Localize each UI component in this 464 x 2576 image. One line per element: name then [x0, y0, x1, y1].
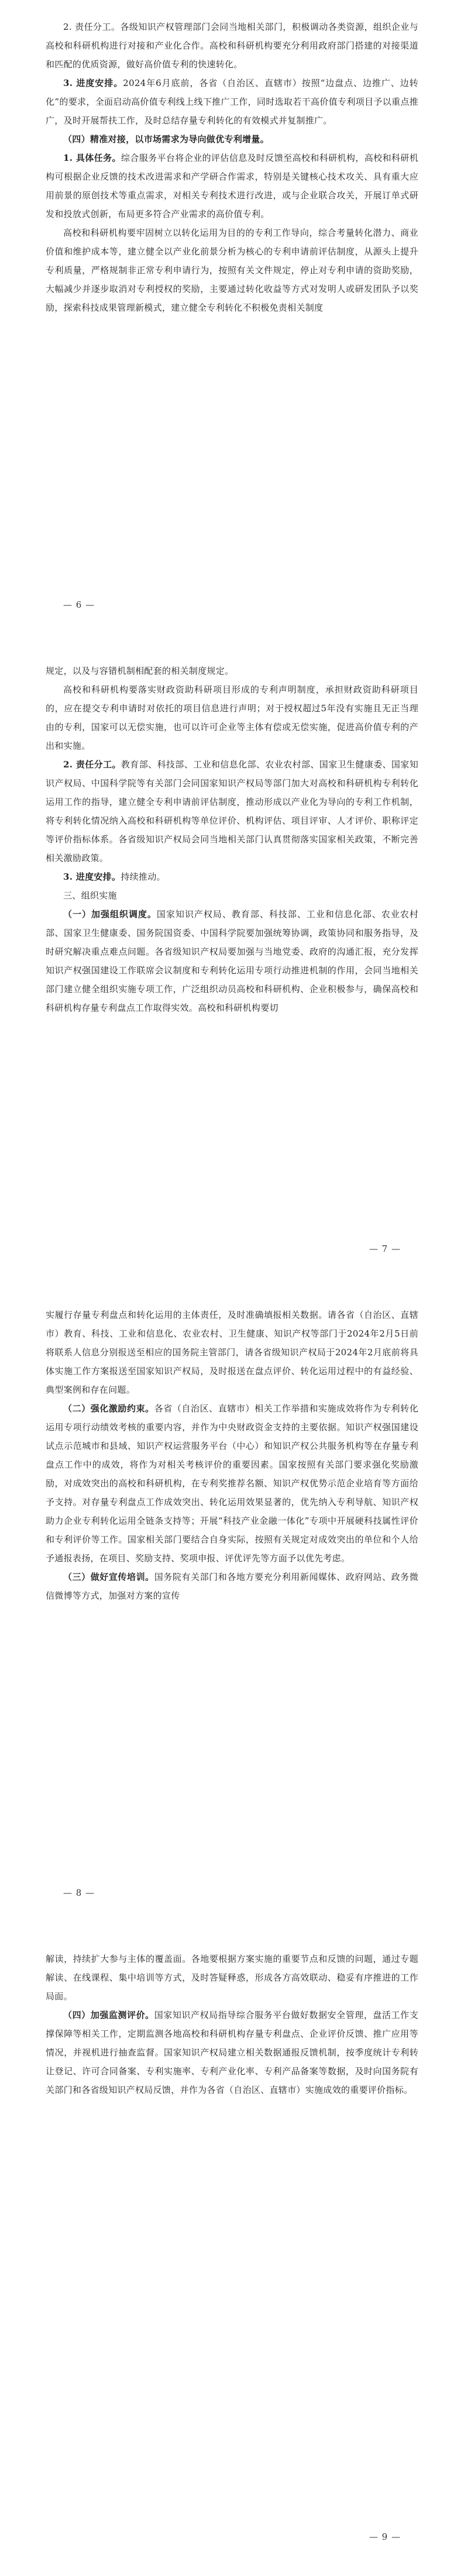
paragraph-text: 规定，以及与容错机制相配套的相关制度规定。: [46, 666, 234, 676]
paragraph-text: 各省（自治区、直辖市）相关工作举措和实施成效将作为专利转化运用专项行动绩效考核的重要内容，并作为中央财政资金支持的主要依据。知识产权强国建设试点示范城市和县域、知识产权运营服务平台（中心）和知识产权公共服务机构等在存量专利盘点工作中的成效，将作为对相关考核评价的重要因素。国家按照有关部门要求强化奖励激励，对成效突出的高校和科研机构，在专利奖推荐名额、知识产权优势示范企业培育等方面给予支持。对存量专利盘点工作成效突出、转化运用效果显著的，优先纳入专利导航、知识产权助力企业专利转化运用全链条支持等；开展“科技产业金融一体化”专项中开展硬科技属性评价和专利评价等工作。国家相关部门要结合自身实际，按照有关规定对成效突出的单位和个人给予通报表扬，在项目、奖励支持、奖项申报、评优评先等方面予以优先考虑。: [46, 1403, 418, 1563]
paragraph-lead: （二）强化激励约束。: [63, 1403, 154, 1414]
paragraph-text: 持续推动。: [121, 872, 166, 882]
paragraph-text: 教育部、科技部、工业和信息化部、农业农村部、国家卫生健康委、国家知识产权局、中国科学院等有关部门会同国家知识产权局等部门加大对高校和科研机构专利转化运用工作的指导，建立健全专利申请前评估制度，推动形成以产业化为导向的专利工作机制，将专利转化情况纳入高校和科研机构等单位评价、机构评估、项目评审、人才评价、职称评定等评价指标体系。各省级知识产权局会同当地相关部门认真贯彻落实国家相关政策，不断完善相关激励政策。: [46, 759, 418, 863]
paragraph-text: 2. 责任分工。各级知识产权管理部门会同当地相关部门，积极调动各类资源，组织企业与高校和科研机构进行对接和产业化合作。高校和科研机构要充分利用政府部门搭建的对接渠道和匹配的优质资源，做好高价值专利的快速转化。: [46, 22, 418, 70]
paragraph-text: 高校和科研机构要牢固树立以转化运用为目的的专利工作导向，综合考量转化潜力、商业价值和维护成本等，建立健全以产业化前景分析为核心的专利申请前评估制度，从源头上提升专利质量，严格规制非正常专利申请行为，按照有关文件规定，停止对专利申请的资助奖励，大幅减少并逐步取消对专利授权的奖励，主要通过转化收益等方式对发明人或研发团队予以奖励，探索科技成果管理新模式，建立健全专利转化不积极免责相关制度: [46, 228, 418, 313]
paragraph-text: 实履行存量专利盘点和转化运用的主体责任，及时准确填报相关数据。请各省（自治区、直辖市）教育、科技、工业和信息化、农业农村、卫生健康、知识产权等部门于2024年2月5日前将联系人信息分别报送至相应的国务院主管部门，请各省级知识产权局于2024年2月底前将具体实施工作方案报送至国家知识产权局，及时报送在盘点评价、转化运用过程中的有益经验、典型案例和存在问题。: [46, 1310, 418, 1395]
paragraph-lead: （一）加强组织调度。: [63, 909, 157, 919]
paragraph-text: 国务院有关部门和各地方要充分利用新闻媒体、政府网站、政务微信微博等方式，加强对方案的宣传: [46, 1572, 418, 1601]
paragraph-text: 国家知识产权局、教育部、科技部、工业和信息化部、农业农村部、国家卫生健康委、国务院国资委、中国科学院要加强统筹协调，政策协同和服务指导，及时研究解决重点难点问题。各省级知识产权局要加强与当地党委、政府的沟通汇报，充分发挥知识产权强国建设工作联席会议制度和专利转化运用专项行动推进机制的作用，会同当地相关部门建立健全组织实施专项工作，广泛组织动员高校和科研机构、企业积极参与，确保高校和科研机构存量专利盘点工作取得实效。高校和科研机构要切: [46, 909, 418, 1013]
paragraph: [46, 74, 418, 130]
paragraph-lead: 2. 责任分工。: [63, 759, 121, 770]
paragraph: [46, 905, 418, 1017]
paragraph: [46, 18, 418, 74]
paragraph: [46, 223, 418, 317]
paragraph-lead: 3. 进度安排。: [63, 78, 123, 88]
paragraph-lead: 3. 进度安排。: [63, 872, 121, 882]
paragraph: [46, 662, 418, 680]
section-heading: [46, 886, 418, 905]
paragraph-text: 高校和科研机构要落实财政资助科研项目形成的专利声明制度，承担财政资助科研项目的，应在提交专利申请时对依托的项目信息进行声明；对于授权超过5年没有实施且无正当理由的专利，国家可以无偿实施，也可以许可企业等主体有偿或无偿实施，促进高价值专利的产出和实施。: [46, 684, 418, 751]
paragraph: [46, 680, 418, 755]
document-page-7: [0, 644, 464, 1288]
heading-text: 三、组织实施: [63, 890, 117, 901]
paragraph-lead: （三）做好宣传培训。: [63, 1572, 154, 1582]
heading-text: （四）精准对接，以市场需求为导向做优专利增量。: [63, 134, 269, 144]
paragraph: [46, 1568, 418, 1605]
paragraph: [46, 1950, 418, 2006]
paragraph-text: 2024年6月底前，各省（自治区、直辖市）按照“边盘点、边推广、边转化”的要求，全面启动高价值专利线上线下推广工作，同时选取若干高价值专利项目予以重点推广，及时开展帮扶工作，及时总结存量专利转化的有效模式并复制推广。: [46, 78, 418, 126]
document-page-9: [0, 1932, 464, 2576]
paragraph: [46, 2006, 418, 2099]
paragraph-text: 综合服务平台将企业的评估信息及时反馈至高校和科研机构，高校和科研机构可根据企业反馈的技术改进需求和产学研合作需求，特别是关键核心技术攻关、具有重大应用前景的原创技术等重点需求，对相关专利技术进行改进，或与企业联合攻关，开展订单式研发和投放式创新，布局更多符合产业需求的高价值专利。: [46, 153, 418, 219]
paragraph: [46, 867, 418, 886]
paragraph-lead: （四）加强监测评价。: [63, 2010, 154, 2020]
paragraph-text: 解读，持续扩大参与主体的覆盖面。各地要根据方案实施的重要节点和反馈的问题，通过专题解读、在线课程、集中培训等方式，及时答疑释惑，形成各方高效联动、稳妥有序推进的工作局面。: [46, 1954, 418, 2002]
paragraph: [46, 1306, 418, 1399]
page-number: — 7 —: [369, 1244, 401, 1254]
paragraph-text: 国家知识产权局指导综合服务平台做好数据安全管理，盘活工作支撑保障等相关工作，定期监测各地高校和科研机构存量专利盘点、企业评价反馈、推广应用等情况，并视机进行抽查监督。国家知识产权局建立相关数据通报反馈机制，按季度统计专利转让登记、许可合同备案、专利实施率、专利产业化率、专利产品备案等数据，及时向国务院有关部门和各省级知识产权局反馈，并作为各省（自治区、直辖市）实施成效的重要评价指标。: [46, 2010, 418, 2095]
paragraph: [46, 755, 418, 867]
paragraph: [46, 1399, 418, 1568]
page-number: — 6 —: [63, 600, 95, 610]
paragraph: [46, 149, 418, 223]
page-number: — 9 —: [369, 2532, 401, 2542]
document-page-6: [0, 0, 464, 644]
document-page-8: [0, 1288, 464, 1932]
page-number: — 8 —: [63, 1888, 95, 1898]
section-heading: [46, 130, 418, 149]
paragraph-lead: 1. 具体任务。: [63, 153, 121, 163]
